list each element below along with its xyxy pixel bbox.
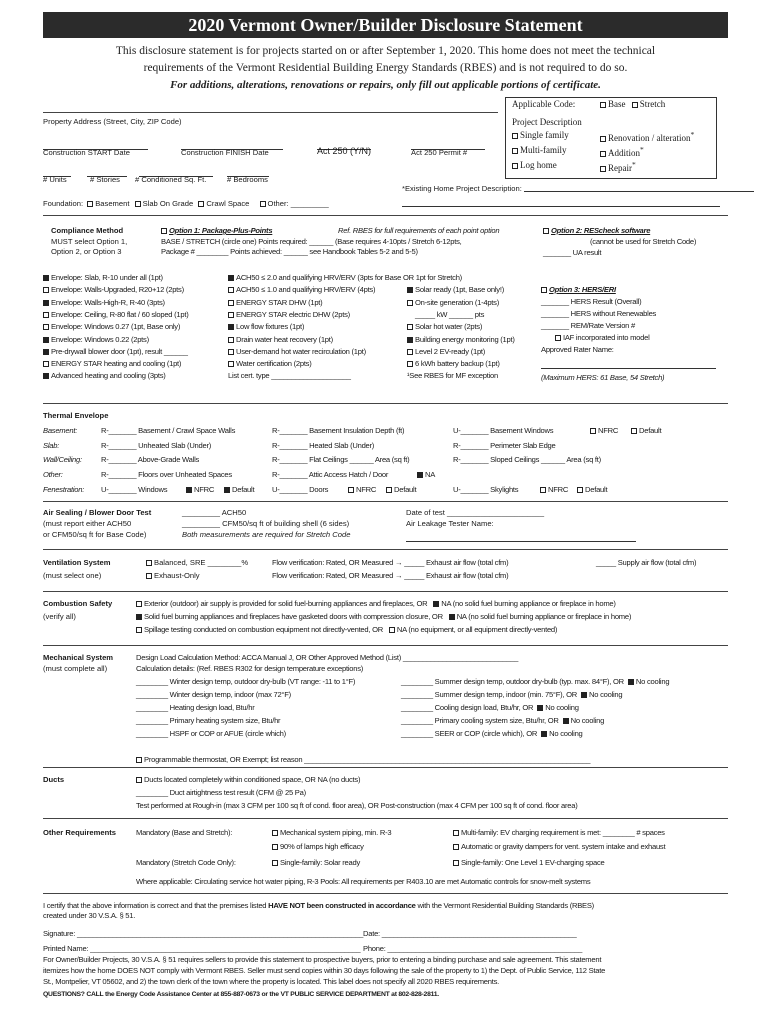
checkbox[interactable] <box>43 287 49 293</box>
act250-label: Act 250 (Y/N) <box>317 146 372 156</box>
thermal-c1-3[interactable]: R-_______ Floors over Unheated Spaces <box>101 470 232 479</box>
mandatory-base-stretch: Mandatory (Base and Stretch): <box>136 828 233 837</box>
envelope-point-4[interactable]: Envelope: Windows 0.27 (1pt, Base only) <box>43 322 180 331</box>
option2-title[interactable]: Option 2: REScheck software <box>543 226 650 235</box>
mech-right-1[interactable]: ________ Summer design temp, indoor (min. 75°F), OR No cooling <box>401 690 623 699</box>
intro-line-1: This disclosure statement is for projects started on or after September 1, 2020. This home does not meet the technical <box>115 45 656 57</box>
start-date-label: Construction START Date <box>43 148 130 157</box>
footer-line-1: For Owner/Builder Projects, 30 V.S.A. § 51 requires sellers to provide this statement to prospective buyers, prior to entering a binding purchase and sale agreement. This statement <box>43 955 602 964</box>
checkbox[interactable] <box>407 300 413 306</box>
phone-field[interactable]: Phone: _________________________________________________ <box>363 944 583 953</box>
checkbox[interactable] <box>417 472 423 478</box>
base-checkbox[interactable] <box>600 102 606 108</box>
option1-line-2: Package # ________ Points achieved: ______ see Handbook Tables 5-2 and 5-5) <box>161 247 418 256</box>
crawl-checkbox[interactable] <box>198 201 204 207</box>
air-sealing-note: Both measurements are required for Stretch Code <box>182 530 351 539</box>
combustion-item-2[interactable]: Solid fuel burning appliances and fireplaces have gasketed doors with compression closure, OR NA (no solid fuel burning appliance or fireplace in home) <box>136 612 631 621</box>
cfm50-field[interactable]: _________ CFM50/sq ft of building shell (6 sides) <box>182 519 350 528</box>
repair-option[interactable]: Repair* <box>600 160 636 173</box>
document-title: 2020 Vermont Owner/Builder Disclosure Statement <box>43 12 728 38</box>
checkbox[interactable] <box>228 324 234 330</box>
envelope-point-3[interactable]: Envelope: Ceiling, R-80 flat / 60 sloped (1pt) <box>43 310 189 319</box>
checkbox[interactable] <box>43 324 49 330</box>
other-requirements-label: Other Requirements <box>43 828 117 837</box>
thermal-c2-1[interactable]: R-_______ Heated Slab (Under) <box>272 441 375 450</box>
option1-title[interactable]: Option 1: Package-Plus-Points <box>161 226 272 235</box>
envelope-point-0[interactable]: Envelope: Slab, R-10 under all (1pt) <box>43 273 163 282</box>
thermal-c2-4[interactable]: U-_______ Doors <box>272 485 329 494</box>
renewable-point-7[interactable]: ¹See RBES for MF exception <box>407 371 498 381</box>
thermal-row-head-1: Slab: <box>43 441 60 450</box>
single-family-checkbox <box>512 133 518 139</box>
doors-nfrc[interactable]: NFRC <box>348 485 376 494</box>
compliance-sub-1: MUST select Option 1, <box>51 237 128 246</box>
checkbox[interactable] <box>228 300 234 306</box>
flow-verification-2[interactable]: Flow verification: Rated, OR Measured → _____ Exhaust air flow (total cfm) <box>272 571 509 580</box>
balanced-option[interactable]: Balanced, SRE ________% <box>146 558 248 567</box>
slab-checkbox[interactable] <box>135 201 141 207</box>
thermal-c3-4[interactable]: U-_______ Skylights <box>453 485 519 494</box>
footer-line-2: itemizes how the home DOES NOT comply with Vermont RBES. Seller must send copies within 30 days following the sale of the property to 1) the Dept. of Public Service, 112 State <box>43 966 606 975</box>
no-cooling-checkbox[interactable] <box>537 705 543 711</box>
mech-right-3[interactable]: ________ Primary cooling system size, Btu/hr, OR No cooling <box>401 716 605 725</box>
log-home-checkbox <box>512 163 518 169</box>
checkbox[interactable] <box>228 312 234 318</box>
existing-project-line[interactable] <box>402 199 720 208</box>
envelope-point-1[interactable]: Envelope: Walls-Upgraded, R20+12 (2pts) <box>43 285 184 294</box>
intro-line-3: For additions, alterations, renovations or repairs, only fill out applicable portions of certificate. <box>170 79 601 91</box>
duct-test-timing[interactable]: Test performed at Rough-in (max 3 CFM per 100 sq ft of cond. floor area), OR Post-construction (max 4 CFM per 100 sq ft of cond. floor area) <box>136 801 578 810</box>
thermal-c1-2[interactable]: R-_______ Above-Grade Walls <box>101 455 200 464</box>
addition-checkbox <box>600 151 606 157</box>
checkbox[interactable] <box>541 287 547 293</box>
option3-line-1[interactable]: _______ HERS without Renewables <box>541 309 657 318</box>
checkbox[interactable] <box>43 373 49 379</box>
thermal-envelope-label: Thermal Envelope <box>43 411 109 420</box>
air-sealing-label: Air Sealing / Blower Door Test <box>43 508 152 517</box>
rater-name-line[interactable] <box>541 361 716 370</box>
renovation-option[interactable]: Renovation / alteration* <box>600 130 694 143</box>
thermal-c3-1[interactable]: R-_______ Perimeter Slab Edge <box>453 441 556 450</box>
mech-right-4[interactable]: ________ SEER or COP (circle which), OR No cooling <box>401 729 583 738</box>
footer-questions: QUESTIONS? CALL the Energy Code Assistance Center at 855-887-0673 or the VT PUBLIC SERVICE DEPARTMENT at 802-828-2811. <box>43 991 439 998</box>
checkbox[interactable] <box>186 487 192 493</box>
envelope-point-7[interactable]: ENERGY STAR heating and cooling (1pt) <box>43 359 181 368</box>
envelope-point-2[interactable]: Envelope: Walls-High-R, R-40 (3pts) <box>43 298 165 307</box>
thermal-c3-0[interactable]: U-_______ Basement Windows <box>453 426 554 435</box>
thermal-c1-4[interactable]: U-_______ Windows <box>101 485 168 494</box>
checkbox[interactable] <box>43 300 49 306</box>
supply-air-flow[interactable]: _____ Supply air flow (total cfm) <box>596 558 697 567</box>
thermal-row-head-0: Basement: <box>43 426 78 435</box>
foundation-row: Foundation: Basement Slab On Grade Crawl Space Other: _________ <box>43 199 329 208</box>
thermal-c1-0[interactable]: R-_______ Basement / Crawl Space Walls <box>101 426 236 435</box>
addition-option[interactable]: Addition* <box>600 145 644 158</box>
date-field[interactable]: Date: _________________________________________________ <box>363 929 577 938</box>
option3-line-0[interactable]: _______ HERS Result (Overall) <box>541 297 642 306</box>
checkbox[interactable] <box>407 361 413 367</box>
thermal-row-head-3: Other: <box>43 470 63 479</box>
mech-right-2[interactable]: ________ Cooling design load, Btu/hr, OR No cooling <box>401 703 579 712</box>
option3-title[interactable]: Option 3: HERS/ERI <box>541 285 616 294</box>
system-point-6[interactable]: User-demand hot water recirculation (1pt) <box>228 347 366 356</box>
single-family-option[interactable]: Single family <box>512 130 569 140</box>
thermal-c2-0[interactable]: R-_______ Basement Insulation Depth (ft) <box>272 426 405 435</box>
ventilation-label: Ventilation System <box>43 558 111 567</box>
checkbox[interactable] <box>407 287 413 293</box>
signature-field[interactable]: Signature: ________________________________________________________________________ <box>43 929 364 938</box>
system-point-0[interactable]: ACH50 ≤ 2.0 and qualifying HRV/ERV (3pts for Base OR 1pt for Stretch) <box>228 273 462 282</box>
checkbox[interactable] <box>590 428 596 434</box>
system-point-7[interactable]: Water certification (2pts) <box>228 359 312 368</box>
renewable-point-5[interactable]: Level 2 EV-ready (1pt) <box>407 347 485 356</box>
intro-line-2: requirements of the Vermont Residential Building Energy Standards (RBES) and is not required to do so. <box>143 62 628 74</box>
checkbox[interactable] <box>407 337 413 343</box>
combustion-item-1[interactable]: Exterior (outdoor) air supply is provided for solid fuel-burning appliances and fireplaces, OR NA (no solid fuel burning appliance or fireplace in home) <box>136 599 616 608</box>
system-point-8[interactable]: List cert. type ____________________ <box>228 371 351 381</box>
log-home-option[interactable]: Log home <box>512 160 557 170</box>
compliance-sub-2: Option 2, or Option 3 <box>51 247 122 256</box>
repair-checkbox <box>600 166 606 172</box>
checkbox[interactable] <box>228 337 234 343</box>
mech-right-0[interactable]: ________ Summer design temp, outdoor dry-bulb (typ. max. 84°F), OR No cooling <box>401 677 670 686</box>
no-cooling-checkbox[interactable] <box>628 679 634 685</box>
property-address-label: Property Address (Street, City, ZIP Code) <box>43 117 182 126</box>
windows-nfrc[interactable]: NFRC <box>186 485 214 494</box>
checkbox[interactable] <box>43 275 49 281</box>
checkbox[interactable] <box>348 487 354 493</box>
combustion-item-3[interactable]: Spillage testing conducted on combustion equipment not directly-vented, OR NA (no equipment, or all equipment directly-vented) <box>136 625 557 634</box>
project-description-label: Project Description <box>512 117 582 127</box>
finish-date-label: Construction FINISH Date <box>181 148 269 157</box>
ach50-field[interactable]: _________ ACH50 <box>182 508 247 517</box>
basement-checkbox[interactable] <box>87 201 93 207</box>
checkbox[interactable] <box>407 349 413 355</box>
option2-line-2: _______ UA result <box>543 248 602 257</box>
ventilation-sub: (must select one) <box>43 571 102 580</box>
stretch-checkbox[interactable] <box>632 102 638 108</box>
renewable-point-0[interactable]: Solar ready (1pt, Base only!) <box>407 285 504 294</box>
solar-ready-option[interactable]: Single-family: Solar ready <box>272 858 360 867</box>
no-cooling-checkbox[interactable] <box>581 692 587 698</box>
mech-left-3[interactable]: ________ Primary heating system size, Btu/hr <box>136 716 281 725</box>
system-point-2[interactable]: ENERGY STAR DHW (1pt) <box>228 298 322 307</box>
option3-line-4[interactable]: Approved Rater Name: <box>541 345 614 354</box>
air-sealing-sub-1: (must report either ACH50 <box>43 519 132 528</box>
option3-line-5: (Maximum HERS: 61 Base, 54 Stretch) <box>541 373 665 382</box>
lamps-option[interactable]: 90% of lamps high efficacy <box>272 842 364 851</box>
ducts-item-1[interactable]: Ducts located completely within conditioned space, OR NA (no ducts) <box>136 775 360 784</box>
checkbox[interactable] <box>228 349 234 355</box>
checkbox[interactable] <box>631 428 637 434</box>
envelope-point-5[interactable]: Envelope: Windows 0.22 (2pts) <box>43 335 149 344</box>
mech-left-1[interactable]: ________ Winter design temp, indoor (max 72°F) <box>136 690 291 699</box>
applicable-code-label: Applicable Code: <box>512 99 576 109</box>
thermal-row-head-2: Wall/Ceiling: <box>43 455 82 464</box>
thermal-row-head-4: Fenestration: <box>43 485 85 494</box>
tester-name-field[interactable] <box>406 534 636 543</box>
thermal-c3-2[interactable]: R-_______ Sloped Ceilings ______ Area (sq ft) <box>453 455 601 464</box>
checkbox[interactable] <box>555 335 561 341</box>
renewable-point-2[interactable]: _____ kW ______ pts <box>415 309 485 319</box>
option2-line-1: (cannot be used for Stretch Code) <box>590 237 697 246</box>
option1-line-1: BASE / STRETCH (circle one) Points required: ______ (Base requires 4-10pts / Stretch 6-12pts, <box>161 237 462 246</box>
exhaust-only-option[interactable]: Exhaust-Only <box>146 571 200 580</box>
multi-family-checkbox <box>512 148 518 154</box>
mandatory-stretch-only: Mandatory (Stretch Code Only): <box>136 858 236 867</box>
skylights-nfrc[interactable]: NFRC <box>540 485 568 494</box>
thermal-c2-2[interactable]: R-_______ Flat Ceilings ______ Area (sq ft) <box>272 455 410 464</box>
checkbox[interactable] <box>577 487 583 493</box>
checkbox[interactable] <box>228 275 234 281</box>
renewable-point-3[interactable]: Solar hot water (2pts) <box>407 322 482 331</box>
tester-name-label: Air Leakage Tester Name: <box>406 519 494 528</box>
system-point-3[interactable]: ENERGY STAR electric DHW (2pts) <box>228 310 350 319</box>
existing-project-label: *Existing Home Project Description: <box>402 184 754 193</box>
sqft-label: # Conditioned Sq. Ft. <box>135 175 207 184</box>
renovation-checkbox <box>600 136 606 142</box>
hatch-na[interactable]: NA <box>417 470 435 479</box>
no-cooling-checkbox[interactable] <box>563 718 569 724</box>
where-applicable[interactable]: Where applicable: Circulating service hot water piping, R-3 Pools: All requirements per R403.10 are met Automatic controls for snow-melt systems <box>136 877 591 886</box>
multi-family-option[interactable]: Multi-family <box>512 145 567 155</box>
renewable-point-1[interactable]: On-site generation (1-4pts) <box>407 298 499 307</box>
checkbox[interactable] <box>407 324 413 330</box>
basement-default[interactable]: Default <box>631 426 661 435</box>
sf-ev-option[interactable]: Single-family: One Level 1 EV-charging space <box>453 858 605 867</box>
windows-default[interactable]: Default <box>224 485 254 494</box>
certify-line-1: I certify that the above information is correct and that the premises listed HAVE NOT been constructed in accordance with the Vermont Residential Building Standards (RBES) <box>43 901 594 910</box>
compliance-method-label: Compliance Method <box>51 226 124 235</box>
certify-line-2: created under 30 V.S.A. § 51. <box>43 911 136 920</box>
renewable-point-6[interactable]: 6 kWh battery backup (1pt) <box>407 359 500 368</box>
skylights-default[interactable]: Default <box>577 485 607 494</box>
envelope-point-8[interactable]: Advanced heating and cooling (3pts) <box>43 371 166 380</box>
option3-line-3[interactable]: IAF incorporated into model <box>555 333 650 342</box>
mechanical-sub: (must complete all) <box>43 664 108 673</box>
permit-label: Act 250 Permit # <box>411 148 468 157</box>
mechanical-label: Mechanical System <box>43 653 114 662</box>
printed-name-field[interactable]: Printed Name: ____________________________________________________________________ <box>43 944 361 953</box>
envelope-point-6[interactable]: Pre-drywall blower door (1pt), result ______ <box>43 347 188 356</box>
calculation-details: Calculation details: (Ref. RBES R302 for design temperature exceptions) <box>136 664 364 673</box>
system-point-5[interactable]: Drain water heat recovery (1pt) <box>228 335 333 344</box>
test-date-field[interactable]: Date of test _______________________ <box>406 508 545 517</box>
flow-verification-1[interactable]: Flow verification: Rated, OR Measured → _____ Exhaust air flow (total cfm) <box>272 558 509 567</box>
combustion-label: Combustion Safety <box>43 599 113 608</box>
system-point-4[interactable]: Low flow fixtures (1pt) <box>228 322 304 331</box>
thermal-c2-3[interactable]: R-_______ Attic Access Hatch / Door <box>272 470 389 479</box>
system-point-1[interactable]: ACH50 ≤ 1.0 and qualifying HRV/ERV (4pts) <box>228 285 375 294</box>
option1-ref: Ref. RBES for full requirements of each point option <box>338 226 500 235</box>
checkbox[interactable] <box>386 487 392 493</box>
doors-default[interactable]: Default <box>386 485 416 494</box>
piping-option[interactable]: Mechanical system piping, min. R-3 <box>272 828 391 837</box>
mech-left-4[interactable]: ________ HSPF or COP or AFUE (circle which) <box>136 729 286 738</box>
checkbox[interactable] <box>224 487 230 493</box>
checkbox[interactable] <box>43 337 49 343</box>
renewable-point-4[interactable]: Building energy monitoring (1pt) <box>407 335 515 344</box>
checkbox[interactable] <box>228 287 234 293</box>
duct-airtightness[interactable]: ________ Duct airtightness test result (CFM @ 25 Pa) <box>136 788 306 797</box>
code-options: Base Stretch <box>600 99 665 109</box>
programmable-thermostat[interactable]: Programmable thermostat, OR Exempt; list reason ________________________________________________________________________ <box>136 755 590 764</box>
checkbox[interactable] <box>43 349 49 355</box>
checkbox[interactable] <box>228 361 234 367</box>
checkbox[interactable] <box>540 487 546 493</box>
mf-ev-option[interactable]: Multi-family: EV charging requirement is met: ________ # spaces <box>453 828 665 837</box>
option3-line-2[interactable]: _______ REM/Rate Version # <box>541 321 635 330</box>
foundation-label: Foundation: <box>43 199 84 208</box>
basement-nfrc[interactable]: NFRC <box>590 426 618 435</box>
footer-line-3: St., Montpelier, VT 05602, and 2) the town clerk of the town where the property is located. This label does not specify all 2020 RBES requirements. <box>43 977 499 986</box>
dampers-option[interactable]: Automatic or gravity dampers for vent. system intake and exhaust <box>453 842 665 851</box>
no-cooling-checkbox[interactable] <box>541 731 547 737</box>
checkbox[interactable] <box>43 361 49 367</box>
checkbox[interactable] <box>43 312 49 318</box>
combustion-sub: (verify all) <box>43 612 76 621</box>
design-load-method[interactable]: Design Load Calculation Method: ACCA Manual J, OR Other Approved Method (List) _____________________________ <box>136 653 519 662</box>
mech-left-0[interactable]: ________ Winter design temp, outdoor dry-bulb (VT range: -11 to 1°F) <box>136 677 356 686</box>
air-sealing-sub-2: or CFM50/sq ft for Base Code) <box>43 530 147 539</box>
mech-left-2[interactable]: ________ Heating design load, Btu/hr <box>136 703 255 712</box>
bedrooms-label: # Bedrooms <box>227 175 268 184</box>
stories-label: # Stories <box>90 175 120 184</box>
ducts-label: Ducts <box>43 775 65 784</box>
units-label: # Units <box>43 175 67 184</box>
other-foundation-checkbox[interactable] <box>260 201 266 207</box>
thermal-c1-1[interactable]: R-_______ Unheated Slab (Under) <box>101 441 212 450</box>
